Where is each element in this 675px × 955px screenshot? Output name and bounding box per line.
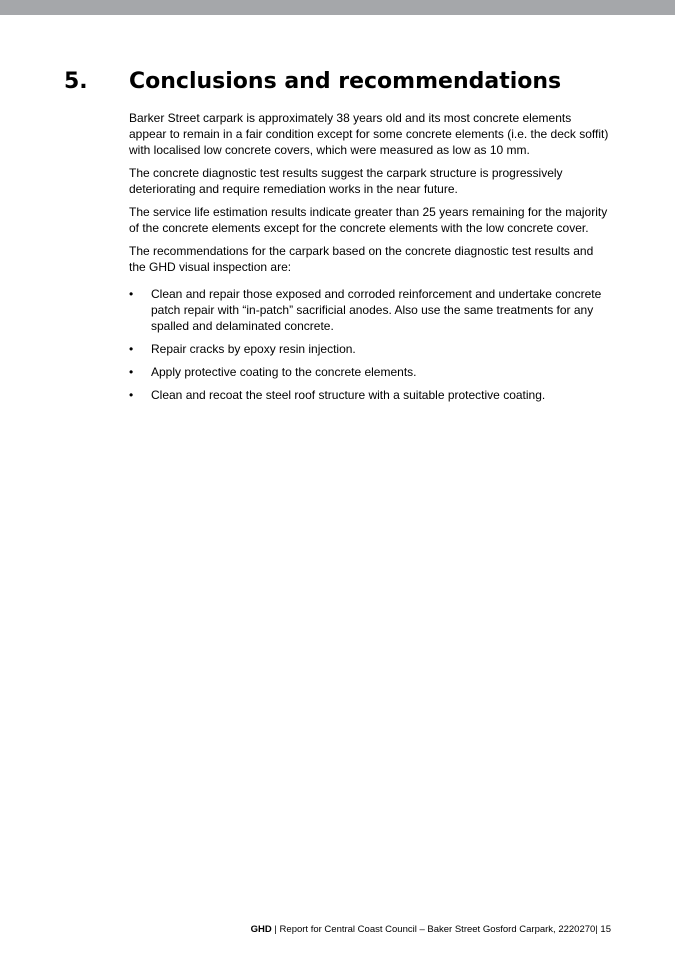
- list-item-text: Clean and repair those exposed and corroded reinforcement and undertake concrete patch repair with “in-patch” sacrificial anodes. Also use the same treatments for any spalled and delaminated concrete.: [151, 287, 602, 333]
- bullet-icon: •: [129, 365, 134, 379]
- section-body: [129, 110, 611, 410]
- paragraph: Barker Street carpark is approximately 38 years old and its most concrete elements appear to remain in a fair condition except for some concrete elements (i.e. the deck soffit) with localised low concrete covers, which were measured as low as 10 mm.: [129, 111, 609, 157]
- header-bar: [0, 0, 675, 15]
- paragraph: The concrete diagnostic test results suggest the carpark structure is progressively deteriorating and require remediation works in the near future.: [129, 166, 563, 196]
- list-item: [129, 387, 611, 403]
- footer-brand: GHD: [250, 924, 272, 935]
- list-item: [129, 364, 611, 380]
- list-item: [129, 286, 611, 334]
- paragraph: The recommendations for the carpark based on the concrete diagnostic test results and the GHD visual inspection are:: [129, 244, 594, 274]
- list-item-text: Apply protective coating to the concrete elements.: [151, 365, 417, 379]
- list-item: [129, 341, 611, 357]
- footer-text: | Report for Central Coast Council – Baker Street Gosford Carpark, 2220270| 15: [271, 924, 611, 935]
- paragraph: The service life estimation results indicate greater than 25 years remaining for the majority of the concrete elements except for the concrete elements with the low concrete cover.: [129, 205, 608, 235]
- bullet-icon: •: [129, 388, 134, 402]
- section-heading: [64, 65, 624, 99]
- list-item-text: Repair cracks by epoxy resin injection.: [151, 342, 356, 356]
- section-number: 5.: [64, 69, 88, 94]
- list-item-text: Clean and recoat the steel roof structure with a suitable protective coating.: [151, 388, 546, 402]
- page-footer: [251, 923, 611, 937]
- bullet-icon: •: [129, 287, 134, 301]
- recommendations-list: [129, 286, 611, 403]
- section-title: Conclusions and recommendations: [129, 69, 562, 94]
- bullet-icon: •: [129, 342, 134, 356]
